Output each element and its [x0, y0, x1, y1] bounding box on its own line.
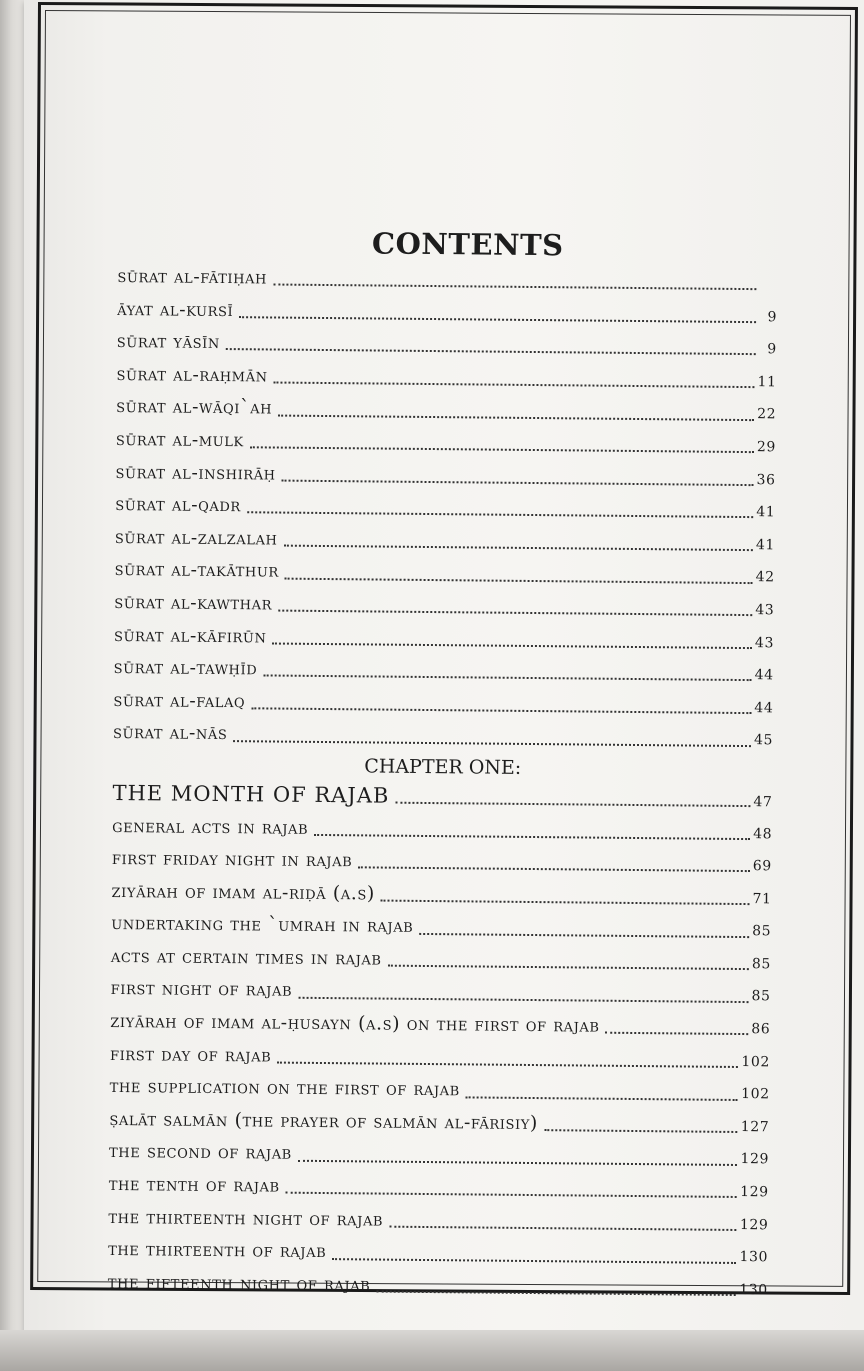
- toc-entry-page: 9: [767, 308, 778, 325]
- toc-entry-page: 102: [741, 1086, 770, 1103]
- toc-entry-label: āyat al-kursī: [117, 297, 234, 321]
- toc-entry-label: sūrat al-tawḥīd: [113, 656, 258, 680]
- toc-entry-label: undertaking the `umrah in rajab: [111, 912, 414, 938]
- toc-entry-label: the thirteenth of rajab: [108, 1238, 327, 1263]
- toc-entry-page: 41: [755, 536, 776, 554]
- leader-dots: [277, 1062, 738, 1068]
- chapter-entry-list: [108, 809, 773, 1304]
- toc-entry-page: 85: [751, 955, 771, 973]
- toc-entry-page: 129: [740, 1151, 770, 1168]
- toc-entry-page: 41: [756, 504, 776, 521]
- toc-entry-label: sūrat al-zalzalah: [114, 525, 278, 550]
- leader-dots: [273, 284, 756, 291]
- toc-entry-label: sūrat al-qadr: [115, 493, 241, 517]
- toc-entry-label: ziyārah of imam al-riḍā (a.s): [111, 879, 376, 905]
- leader-dots: [466, 1096, 738, 1101]
- toc-entry: [113, 716, 773, 755]
- toc-entry-page: 22: [757, 406, 777, 423]
- leader-dots: [388, 965, 749, 970]
- toc-entry-page: 43: [755, 602, 775, 619]
- toc-entry-label: sūrat al-kawthar: [114, 590, 273, 615]
- leader-dots: [544, 1129, 738, 1133]
- toc-entry-label: sūrat al-nās: [112, 721, 228, 745]
- toc-entry-label: general acts in rajab: [112, 814, 309, 839]
- toc-entry-page: 45: [753, 732, 774, 749]
- toc-entry-page: 69: [752, 858, 772, 875]
- toc-entry-label: the thirteenth night of rajab: [108, 1205, 384, 1231]
- leader-dots: [314, 834, 750, 840]
- table-of-contents: [108, 222, 778, 1305]
- surah-list: [113, 260, 778, 755]
- leader-dots: [332, 1258, 736, 1264]
- toc-entry-page: 9: [767, 341, 777, 358]
- toc-entry-label: sūrat al-wāqi`ah: [116, 395, 273, 419]
- contents-heading: CONTENTS: [371, 226, 564, 263]
- leader-dots: [251, 707, 751, 714]
- toc-entry-page: 85: [751, 988, 771, 1005]
- toc-entry-page: 36: [756, 471, 776, 488]
- toc-entry-label: the tenth of rajab: [108, 1172, 280, 1197]
- leader-dots: [376, 1291, 736, 1296]
- toc-entry-page: 11: [757, 373, 777, 391]
- toc-entry-label: sūrat yāsīn: [116, 330, 220, 354]
- toc-entry-page: 44: [754, 699, 774, 717]
- leader-dots: [278, 610, 752, 617]
- toc-entry-page: 130: [739, 1281, 768, 1299]
- leader-dots: [389, 1226, 737, 1231]
- toc-entry-label: sūrat al-takāthur: [114, 558, 279, 582]
- toc-entry-label: first night of rajab: [110, 977, 293, 1002]
- toc-entry-page: 43: [754, 634, 775, 651]
- leader-dots: [358, 867, 750, 873]
- leader-dots: [233, 740, 751, 747]
- leader-dots: [250, 447, 754, 454]
- toc-entry-label: sūrat al-falaq: [113, 688, 246, 712]
- chapter-heading: CHAPTER ONE:: [364, 755, 522, 779]
- leader-dots: [278, 414, 754, 421]
- leader-dots: [239, 316, 756, 323]
- leader-dots: [298, 1160, 738, 1166]
- leader-dots: [282, 479, 754, 486]
- leader-dots: [419, 933, 749, 938]
- toc-entry-label: the supplication on the first of rajab: [109, 1075, 460, 1101]
- toc-entry-page: 129: [739, 1216, 769, 1233]
- toc-entry-page: 129: [740, 1184, 769, 1201]
- toc-entry-page: 130: [739, 1249, 769, 1266]
- leader-dots: [286, 1192, 737, 1198]
- toc-entry-page: 71: [752, 890, 772, 907]
- leader-dots: [606, 1032, 749, 1035]
- leader-dots: [395, 802, 750, 807]
- toc-entry-label: the fifteenth night of rajab: [107, 1270, 371, 1296]
- toc-entry-page: 127: [740, 1118, 770, 1136]
- leader-dots: [283, 545, 752, 552]
- toc-entry-label: sūrat al-kāfirūn: [113, 623, 267, 647]
- toc-entry-page: 42: [755, 569, 775, 586]
- toc-entry-page: 48: [753, 825, 773, 842]
- leader-dots: [381, 900, 750, 906]
- chapter-title: THE MONTH OF RAJAB: [112, 780, 390, 808]
- toc-entry-label: ziyārah of imam al-ḥusayn (a.s) on the first of rajab: [110, 1010, 600, 1037]
- toc-entry-page: 44: [754, 667, 774, 684]
- toc-entry-label: acts at certain times in rajab: [110, 944, 382, 970]
- chapter-title-page: 47: [753, 794, 773, 811]
- leader-dots: [274, 382, 755, 389]
- leader-dots: [226, 349, 756, 356]
- toc-entry-label: sūrat al-raḥmān: [116, 362, 268, 387]
- toc-entry-page: 102: [741, 1053, 771, 1070]
- leader-dots: [298, 997, 748, 1003]
- toc-entry-page: 85: [752, 923, 772, 940]
- toc-entry-label: the second of rajab: [108, 1140, 293, 1165]
- toc-entry-label: sūrat al-inshirāḥ: [115, 460, 276, 485]
- leader-dots: [247, 512, 753, 519]
- toc-entry-label: ṣalāt salmān (the prayer of salmān al-fārisiy): [109, 1107, 539, 1134]
- toc-entry-label: sūrat al-fātiḥah: [117, 264, 268, 289]
- leader-dots: [272, 642, 752, 649]
- toc-entry-label: first day of rajab: [109, 1042, 272, 1067]
- leader-dots: [263, 675, 751, 682]
- page-bottom-shadow: [0, 1330, 864, 1371]
- leader-dots: [285, 577, 753, 583]
- toc-entry-page: 29: [756, 439, 776, 456]
- toc-entry: [108, 1266, 768, 1305]
- toc-entry-label: sūrat al-mulk: [115, 427, 244, 452]
- toc-entry-page: 86: [751, 1021, 771, 1038]
- toc-entry-label: first friday night in rajab: [111, 847, 353, 872]
